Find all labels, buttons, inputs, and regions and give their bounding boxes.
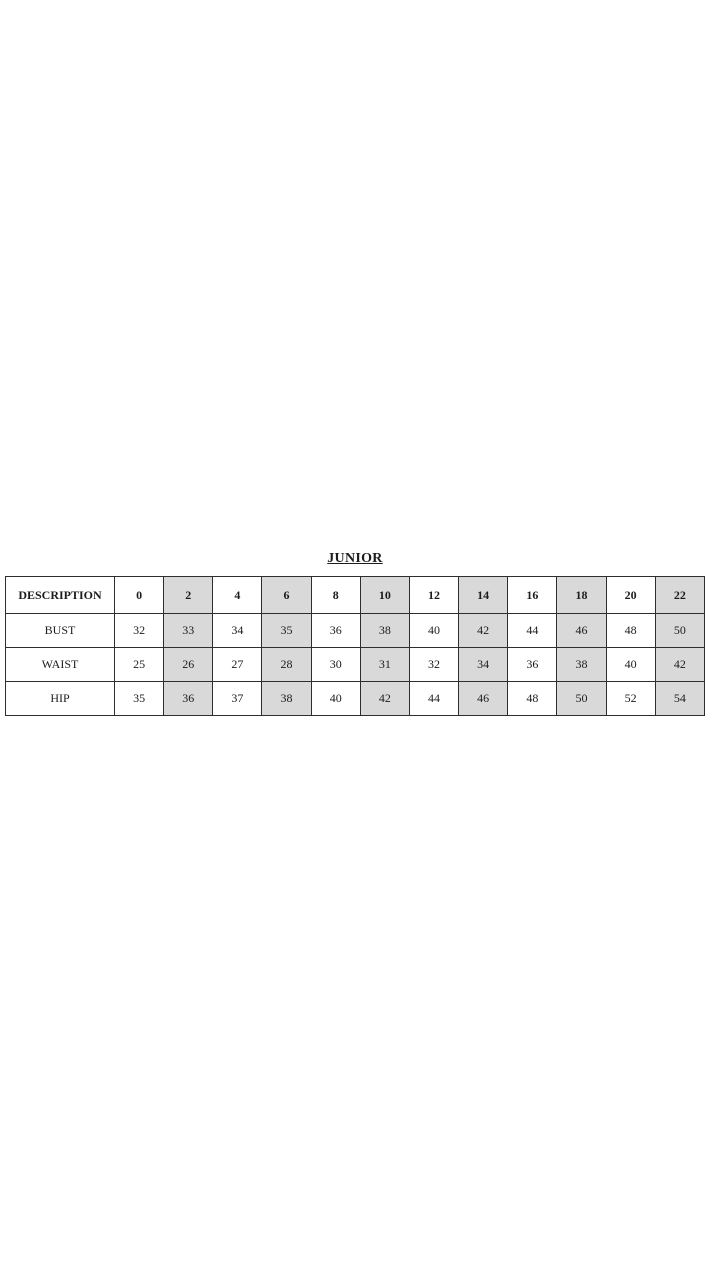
size-value-cell: 30 [311,648,360,682]
size-value-cell: 46 [557,614,606,648]
size-col-header: 0 [115,577,164,614]
size-value-cell: 33 [164,614,213,648]
size-value-cell: 52 [606,682,655,716]
size-chart-table [5,576,705,716]
size-value-cell: 48 [508,682,557,716]
size-col-header: 16 [508,577,557,614]
size-value-cell: 40 [409,614,458,648]
size-value-cell: 38 [262,682,311,716]
size-value-cell: 26 [164,648,213,682]
size-value-cell: 44 [409,682,458,716]
size-value-cell: 32 [409,648,458,682]
size-col-header: 8 [311,577,360,614]
size-col-header: 4 [213,577,262,614]
size-value-cell: 27 [213,648,262,682]
size-col-header: 18 [557,577,606,614]
table-row-bust [6,614,705,648]
header-row [6,577,705,614]
size-value-cell: 37 [213,682,262,716]
size-value-cell: 48 [606,614,655,648]
size-col-header: 12 [409,577,458,614]
size-value-cell: 35 [262,614,311,648]
size-chart-section [0,551,720,716]
row-label: BUST [6,614,115,648]
size-value-cell: 44 [508,614,557,648]
size-value-cell: 42 [655,648,704,682]
size-value-cell: 38 [557,648,606,682]
size-value-cell: 32 [115,614,164,648]
description-header: DESCRIPTION [6,577,115,614]
size-col-header: 2 [164,577,213,614]
size-col-header: 14 [459,577,508,614]
size-value-cell: 36 [164,682,213,716]
size-value-cell: 50 [557,682,606,716]
size-value-cell: 34 [459,648,508,682]
size-value-cell: 54 [655,682,704,716]
size-value-cell: 28 [262,648,311,682]
size-col-header: 6 [262,577,311,614]
size-value-cell: 34 [213,614,262,648]
table-row-waist [6,648,705,682]
size-value-cell: 46 [459,682,508,716]
size-value-cell: 36 [311,614,360,648]
size-value-cell: 42 [459,614,508,648]
size-col-header: 20 [606,577,655,614]
size-value-cell: 50 [655,614,704,648]
size-col-header: 10 [360,577,409,614]
row-label: HIP [6,682,115,716]
size-value-cell: 42 [360,682,409,716]
size-value-cell: 25 [115,648,164,682]
size-value-cell: 38 [360,614,409,648]
size-value-cell: 31 [360,648,409,682]
size-value-cell: 35 [115,682,164,716]
table-row-hip [6,682,705,716]
row-label: WAIST [6,648,115,682]
chart-title: JUNIOR [327,551,383,566]
size-value-cell: 36 [508,648,557,682]
size-value-cell: 40 [606,648,655,682]
size-value-cell: 40 [311,682,360,716]
size-col-header: 22 [655,577,704,614]
